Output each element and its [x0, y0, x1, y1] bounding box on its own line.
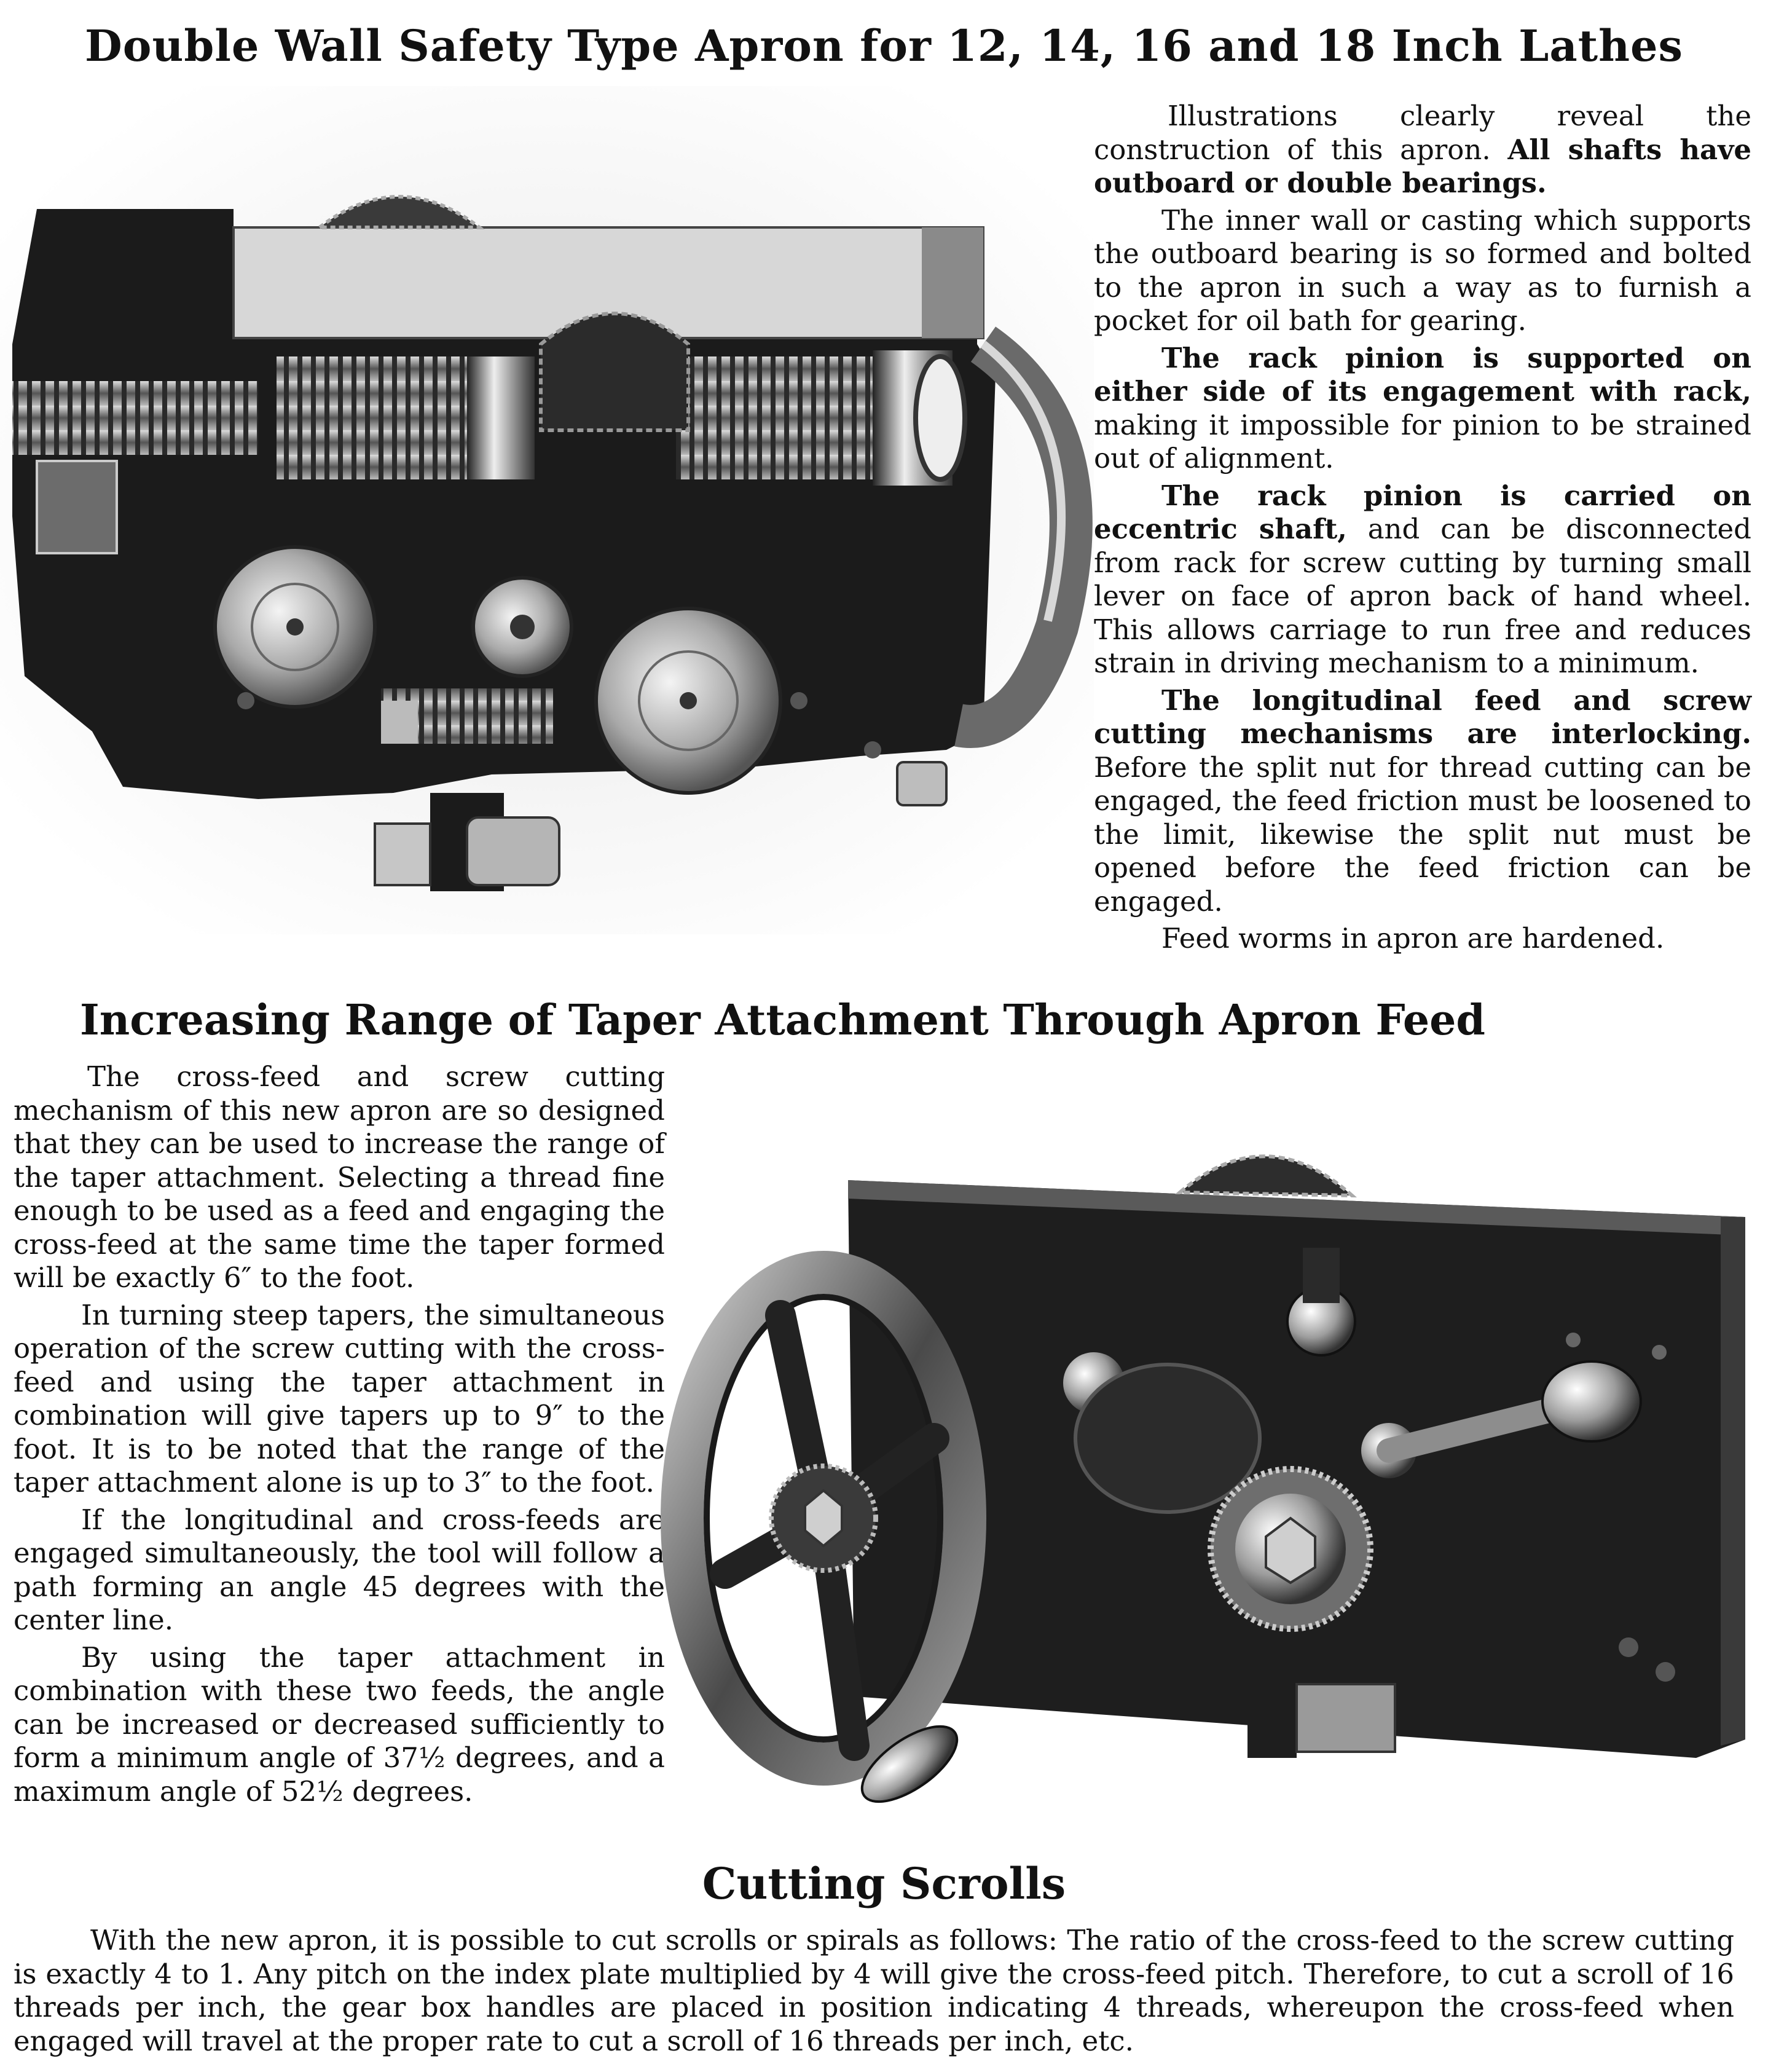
right-p5-bold: The longitudinal feed and screw cutting mechanisms are interlocking.: [1094, 683, 1751, 750]
left-paragraph-1: The cross-feed and screw cutting mechanism of this new apron are so designed that they can be used to increase the range of the taper attachment. Selecting a thread fine enough to be used as a feed and engaging the cross-feed at the same time the taper formed will be exactly 6″ to the foot.: [14, 1060, 665, 1294]
apron-cutaway-photo: [0, 86, 1094, 934]
left-paragraph-2: In turning steep tapers, the simultaneous operation of the screw cutting with the cross-feed and using the taper attachment in combination will give tapers up to 9″ to the foot. It is to be noted that the range of the taper attachment alone is up to 3″ to the foot.: [14, 1298, 665, 1499]
right-p4-bold: The rack pinion is carried on eccentric shaft,: [1094, 479, 1751, 545]
page-title: Double Wall Safety Type Apron for 12, 14, 16 and 18 Inch Lathes: [85, 20, 1683, 71]
right-p3-bold: The rack pinion is supported on either side of its engagement with rack,: [1094, 341, 1751, 408]
right-p4-text: and can be disconnected from rack for screw cutting by turning small lever on face of apron back of hand wheel. This allows carriage to run free and reduces strain in driving mechanism to a minimum.: [1094, 513, 1751, 679]
right-text-column: [1094, 100, 1751, 959]
bottom-paragraph: With the new apron, it is possible to cut scrolls or spirals as follows: The ratio of the cross-feed to the screw cutting is exactly 4 to 1. Any pitch on the index plate multiplied by 4 will give the cross-feed pitch. Therefore, to cut a scroll of 16 threads per inch, the gear box handles are placed in position indicating 4 threads, whereupon the cross-feed when engaged will travel at the proper rate to cut a scroll of 16 threads per inch, etc.: [14, 1924, 1734, 2057]
right-paragraph-1: [1094, 100, 1751, 200]
right-paragraph-2: The inner wall or casting which supports the outboard bearing is so formed and bolted to the apron in such a way as to furnish a pocket for oil bath for gearing.: [1094, 203, 1751, 337]
right-p5-text: Before the split nut for thread cutting can be engaged, the feed friction must be loosened to the limit, likewise the split nut must be opened before the feed friction can be engaged.: [1094, 750, 1751, 918]
left-paragraph-4: By using the taper attachment in combination with these two feeds, the angle can be increased or decreased sufficiently to form a minimum angle of 37½ degrees, and a maximum angle of 52½ degrees.: [14, 1641, 665, 1808]
left-paragraph-3: If the longitudinal and cross-feeds are engaged simultaneously, the tool will follow a path forming an angle 45 degrees with the center line.: [14, 1503, 665, 1636]
apron-front-photo: [651, 1094, 1758, 1832]
section-heading-scrolls: Cutting Scrolls: [702, 1858, 1066, 1909]
right-p1-text: Illustrations clearly reveal the construction of this apron.: [1094, 100, 1751, 166]
section-heading-taper: Increasing Range of Taper Attachment Through Apron Feed: [80, 996, 1485, 1045]
right-paragraph-6: Feed worms in apron are hardened.: [1161, 922, 1665, 955]
right-paragraph-3: [1094, 342, 1751, 476]
left-text-column: [14, 1060, 665, 1812]
right-paragraph-5: [1094, 684, 1751, 919]
right-p3-text: making it impossible for pinion to be strained out of alignment.: [1094, 408, 1751, 475]
right-p1-bold: All shafts have outboard or double bearings.: [1094, 133, 1751, 199]
right-paragraph-4: [1094, 479, 1751, 680]
